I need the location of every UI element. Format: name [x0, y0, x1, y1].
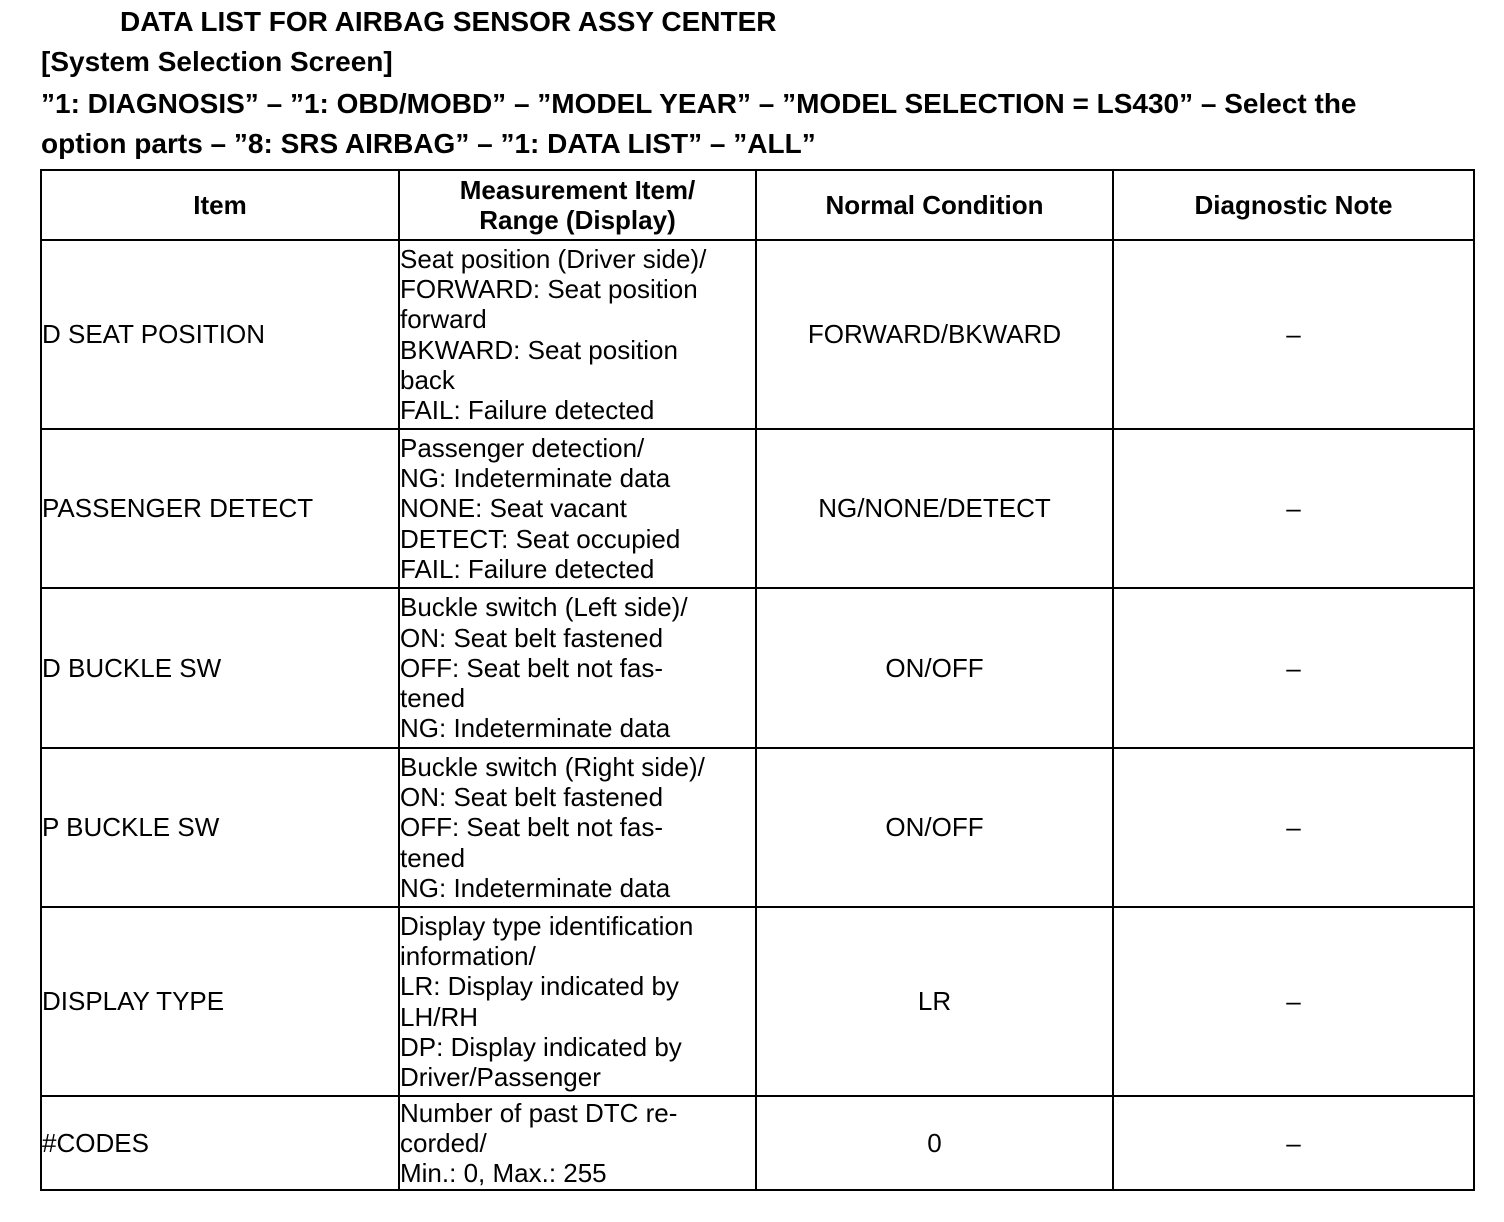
measurement-line: DP: Display indicated by [400, 1031, 682, 1062]
measurement-line: corded/ [400, 1127, 487, 1158]
measurement-line: ON: Seat belt fastened [400, 782, 664, 813]
item-cell: D SEAT POSITION [41, 240, 399, 429]
item-cell: P BUCKLE SW [41, 748, 399, 907]
normal-condition-cell: 0 [756, 1096, 1113, 1190]
navigation-path-line-1: ”1: DIAGNOSIS” – ”1: OBD/MOBD” – ”MODEL YEAR” – ”MODEL SELECTION = LS430” – Select the [41, 88, 1357, 119]
measurement-line: FAIL: Failure detected [400, 553, 655, 584]
table-row [41, 1096, 1474, 1190]
table-header-row [41, 170, 1474, 240]
measurement-line: FORWARD: Seat position [400, 273, 698, 304]
diagnostic-note-cell: – [1113, 1096, 1474, 1190]
header-diagnostic-note: Diagnostic Note [1113, 170, 1474, 240]
item-cell: #CODES [41, 1096, 399, 1190]
measurement-cell [399, 240, 756, 429]
measurement-line: Min.: 0, Max.: 255 [400, 1158, 607, 1189]
table-row [41, 240, 1474, 429]
header-measurement-line-2: Range (Display) [479, 205, 676, 235]
measurement-cell [399, 429, 756, 588]
normal-condition-cell: LR [756, 907, 1113, 1096]
measurement-line: BKWARD: Seat position [400, 334, 678, 365]
system-selection-heading: [System Selection Screen] [41, 46, 393, 77]
measurement-line: NG: Indeterminate data [400, 872, 671, 903]
normal-condition-cell: FORWARD/BKWARD [756, 240, 1113, 429]
measurement-cell [399, 748, 756, 907]
header-measurement [399, 170, 756, 240]
measurement-line: DETECT: Seat occupied [400, 523, 681, 554]
measurement-line: NG: Indeterminate data [400, 713, 671, 744]
measurement-line: back [400, 364, 455, 395]
diagnostic-note-cell: – [1113, 588, 1474, 748]
measurement-line: Seat position (Driver side)/ [400, 243, 707, 274]
diagnostic-note-cell: – [1113, 429, 1474, 588]
measurement-line: Buckle switch (Right side)/ [400, 751, 705, 782]
item-cell: D BUCKLE SW [41, 588, 399, 748]
measurement-line: Number of past DTC re- [400, 1097, 678, 1128]
measurement-line: Passenger detection/ [400, 432, 645, 463]
item-cell: PASSENGER DETECT [41, 429, 399, 588]
normal-condition-cell: ON/OFF [756, 748, 1113, 907]
measurement-line: NONE: Seat vacant [400, 493, 627, 524]
diagnostic-note-cell: – [1113, 240, 1474, 429]
measurement-cell [399, 907, 756, 1096]
measurement-line: Display type identification [400, 910, 694, 941]
navigation-path-line-2: option parts – ”8: SRS AIRBAG” – ”1: DATA LIST” – ”ALL” [41, 128, 816, 159]
measurement-line: OFF: Seat belt not fas- [400, 652, 663, 683]
measurement-line: ON: Seat belt fastened [400, 622, 664, 653]
document-title: DATA LIST FOR AIRBAG SENSOR ASSY CENTER [120, 6, 777, 37]
measurement-line: NG: Indeterminate data [400, 463, 671, 494]
normal-condition-cell: ON/OFF [756, 588, 1113, 748]
measurement-line: OFF: Seat belt not fas- [400, 812, 663, 843]
diagnostic-note-cell: – [1113, 748, 1474, 907]
measurement-line: tened [400, 842, 466, 873]
diagnostic-note-cell: – [1113, 907, 1474, 1096]
table-row [41, 748, 1474, 907]
table-row [41, 907, 1474, 1096]
table-row [41, 588, 1474, 748]
measurement-line: Driver/Passenger [400, 1062, 601, 1093]
measurement-cell [399, 588, 756, 748]
normal-condition-cell: NG/NONE/DETECT [756, 429, 1113, 588]
measurement-line: tened [400, 683, 466, 714]
item-cell: DISPLAY TYPE [41, 907, 399, 1096]
measurement-line: FAIL: Failure detected [400, 395, 655, 426]
measurement-line: forward [400, 304, 487, 335]
measurement-cell [399, 1096, 756, 1190]
header-normal-condition: Normal Condition [756, 170, 1113, 240]
measurement-line: Buckle switch (Left side)/ [400, 592, 688, 623]
header-measurement-line-1: Measurement Item/ [459, 175, 696, 205]
navigation-path [41, 84, 1481, 164]
measurement-line: LH/RH [400, 1001, 479, 1032]
measurement-line: information/ [400, 940, 536, 971]
header-item: Item [41, 170, 399, 240]
table-row [41, 429, 1474, 588]
data-list-table [40, 169, 1475, 1191]
measurement-line: LR: Display indicated by [400, 971, 679, 1002]
